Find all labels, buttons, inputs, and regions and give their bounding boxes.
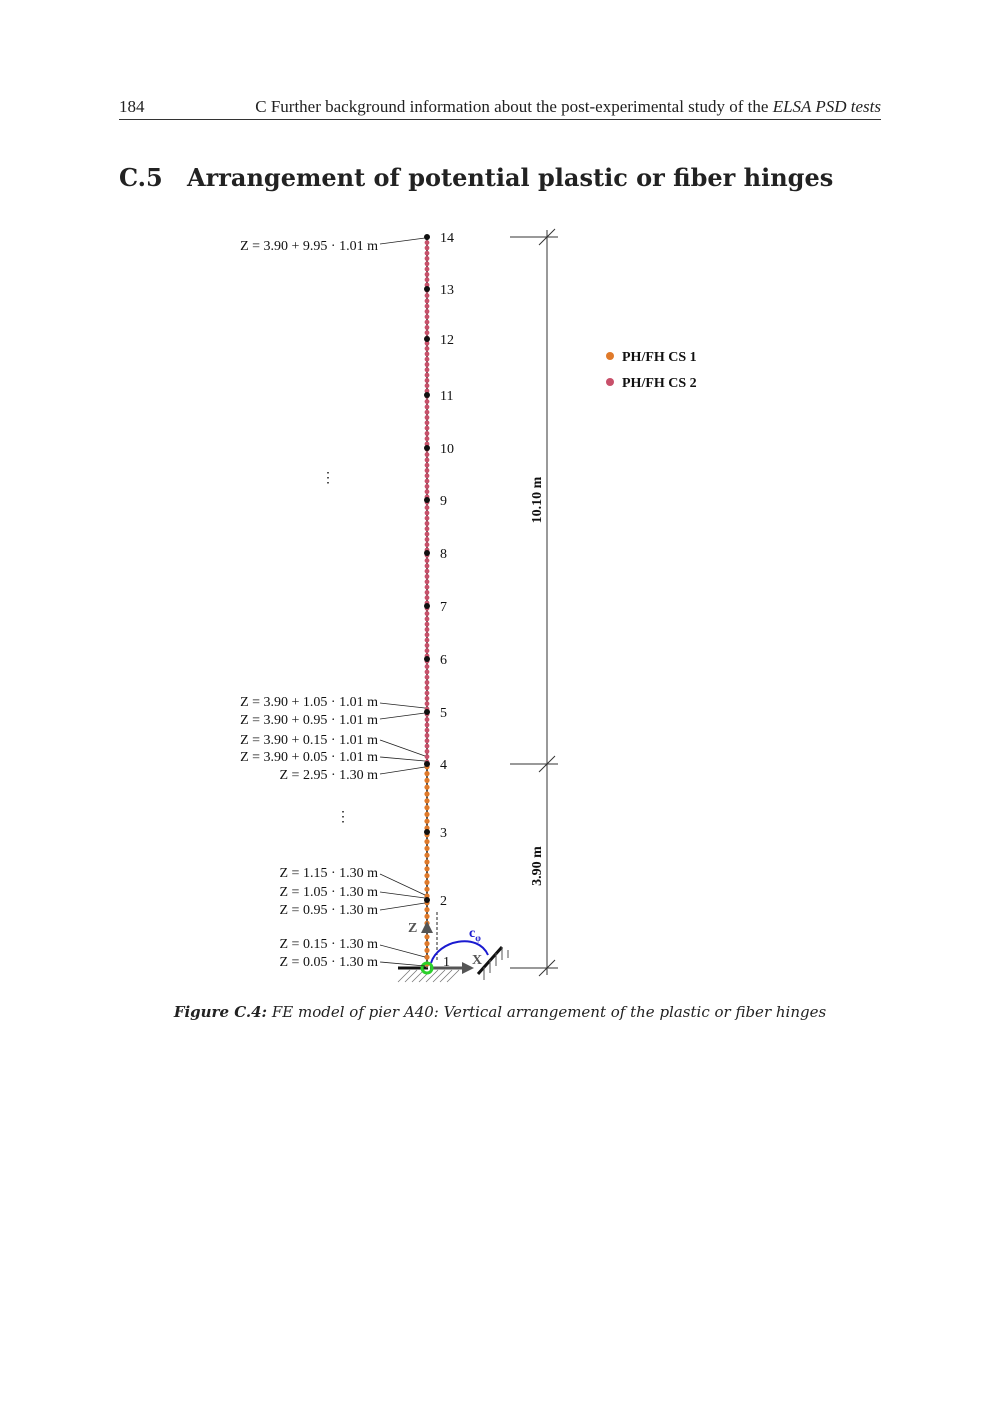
z-label: Z = 0.15 · 1.30 m (279, 937, 378, 952)
hinge-marker-cs2 (425, 431, 430, 436)
hinge-marker-cs2 (425, 537, 430, 542)
hinge-marker-cs1 (424, 798, 429, 803)
hinge-marker-cs2 (425, 468, 430, 473)
hinge-marker-cs2 (425, 733, 430, 738)
node-label: 9 (440, 494, 447, 509)
hinge-marker-cs2 (425, 272, 430, 277)
hinge-marker-cs1 (424, 778, 429, 783)
node-label: 8 (440, 547, 447, 562)
node-marker (424, 603, 430, 609)
node-marker (424, 550, 430, 556)
hinge-marker-cs2 (425, 696, 430, 701)
hinge-marker-cs1 (424, 955, 429, 960)
hinge-marker-cs2 (425, 638, 430, 643)
leader-lines (380, 238, 425, 966)
hinge-marker-cs2 (425, 723, 430, 728)
hinge-marker-cs1 (424, 880, 429, 885)
ellipsis-lower: ⋮ (336, 810, 350, 825)
hinge-marker-cs1 (424, 873, 429, 878)
hinge-marker-cs2 (425, 362, 430, 367)
hinge-marker-cs2 (425, 304, 430, 309)
section-number: C.5 (119, 163, 163, 192)
hinge-marker-cs1 (424, 907, 429, 912)
hinge-marker-cs1 (424, 887, 429, 892)
hinge-marker-cs2 (425, 632, 430, 637)
hinge-marker-cs2 (425, 648, 430, 653)
z-label: Z = 2.95 · 1.30 m (279, 768, 378, 783)
hinge-marker-cs2 (425, 383, 430, 388)
dimension-lower-label: 3.90 m (530, 846, 545, 886)
hinge-marker-cs2 (425, 256, 430, 261)
node-label: 6 (440, 653, 447, 668)
node-label: 3 (440, 826, 447, 841)
hinge-marker-cs2 (425, 526, 430, 531)
hinge-marker-cs2 (425, 352, 430, 357)
hinge-marker-cs2 (425, 532, 430, 537)
z-label: Z = 3.90 + 0.95 · 1.01 m (240, 713, 378, 728)
node-label: 2 (440, 894, 447, 909)
hinge-marker-cs2 (425, 516, 430, 521)
running-title: C Further background information about the post-experimental study of the ELSA PSD tests (255, 97, 881, 116)
hinge-marker-cs2 (425, 617, 430, 622)
hinge-marker-cs2 (425, 627, 430, 632)
z-label: Z = 3.90 + 0.05 · 1.01 m (240, 750, 378, 765)
hinge-marker-cs2 (425, 558, 430, 563)
hinge-marker-cs2 (425, 261, 430, 266)
hinge-marker-cs2 (425, 463, 430, 468)
hinge-marker-cs2 (425, 691, 430, 696)
hinge-marker-cs2 (425, 749, 430, 754)
node-label: 7 (440, 600, 447, 615)
hinge-marker-cs1 (424, 812, 429, 817)
node-label: 12 (440, 333, 454, 348)
hinge-marker-cs1 (424, 785, 429, 790)
hinge-marker-cs1 (424, 791, 429, 796)
hinge-marker-cs1 (424, 846, 429, 851)
hinge-marker-cs2 (425, 267, 430, 272)
hinge-marker-cs2 (425, 240, 430, 245)
hinge-marker-cs2 (425, 479, 430, 484)
hinge-marker-cs2 (425, 436, 430, 441)
z-label: Z = 1.15 · 1.30 m (279, 866, 378, 881)
z-label: Z = 3.90 + 0.15 · 1.01 m (240, 733, 378, 748)
hinge-marker-cs2 (425, 754, 430, 759)
page-number: 184 (119, 97, 145, 116)
hinge-marker-cs2 (425, 564, 430, 569)
hinge-marker-cs2 (425, 320, 430, 325)
node-marker (424, 336, 430, 342)
hinge-marker-cs2 (425, 574, 430, 579)
hinge-marker-cs2 (425, 314, 430, 319)
hinge-marker-cs1 (424, 934, 429, 939)
dimension-upper-label: 10.10 m (530, 476, 545, 524)
node-marker (424, 497, 430, 503)
node-labels (440, 231, 454, 970)
hinge-marker-cs2 (425, 357, 430, 362)
hinge-marker-cs2 (425, 325, 430, 330)
node-label: 10 (440, 442, 454, 457)
node-label: 11 (440, 389, 454, 404)
hinge-marker-cs2 (425, 670, 430, 675)
legend-label-cs1: PH/FH CS 1 (622, 350, 697, 365)
hinge-marker-cs2 (425, 251, 430, 256)
node-marker (424, 286, 430, 292)
hinge-marker-cs1 (424, 948, 429, 953)
hinge-marker-cs1 (424, 859, 429, 864)
hinge-marker-cs2 (425, 367, 430, 372)
node-label: 14 (440, 231, 454, 246)
hinge-marker-cs2 (425, 595, 430, 600)
hinge-marker-cs1 (424, 866, 429, 871)
hinge-marker-cs2 (425, 744, 430, 749)
hinge-marker-cs2 (425, 680, 430, 685)
node-label: 5 (440, 706, 447, 721)
hinge-marker-cs2 (425, 246, 430, 251)
hinge-marker-cs2 (425, 373, 430, 378)
hinge-marker-cs2 (425, 277, 430, 282)
hinge-marker-cs2 (425, 415, 430, 420)
hinge-marker-cs1 (424, 805, 429, 810)
hinge-marker-cs2 (425, 309, 430, 314)
hinge-marker-cs2 (425, 399, 430, 404)
node-marker (424, 761, 430, 767)
node-marker (424, 656, 430, 662)
hinge-marker-cs2 (425, 542, 430, 547)
hinge-marker-cs2 (425, 330, 430, 335)
hinge-marker-cs2 (425, 590, 430, 595)
hinge-marker-cs2 (425, 611, 430, 616)
z-labels (240, 239, 378, 970)
node-marker (424, 709, 430, 715)
node-label: 4 (440, 758, 447, 773)
hinge-marker-cs2 (425, 685, 430, 690)
hinge-marker-cs1 (424, 819, 429, 824)
z-label: Z = 1.05 · 1.30 m (279, 885, 378, 900)
hinge-marker-cs1 (424, 853, 429, 858)
spring-label: $c_\varphi$ (469, 926, 481, 943)
node-marker (424, 445, 430, 451)
figure-caption (0, 1003, 1000, 1021)
hinge-marker-cs1 (424, 914, 429, 919)
hinge-marker-cs2 (425, 489, 430, 494)
hinge-marker-cs2 (425, 458, 430, 463)
hinge-marker-cs2 (425, 426, 430, 431)
hinge-marker-cs1 (424, 941, 429, 946)
z-label: Z = 0.05 · 1.30 m (279, 955, 378, 970)
hinge-marker-cs2 (425, 701, 430, 706)
legend-label-cs2: PH/FH CS 2 (622, 376, 697, 391)
z-label: Z = 3.90 + 9.95 · 1.01 m (240, 239, 378, 254)
legend (606, 350, 697, 391)
node-marker (424, 234, 430, 240)
hinge-marker-cs2 (425, 728, 430, 733)
node-marker (424, 829, 430, 835)
hinge-marker-cs2 (425, 378, 430, 383)
hinge-marker-cs2 (425, 585, 430, 590)
hinge-marker-cs1 (424, 839, 429, 844)
hinge-marker-cs2 (425, 521, 430, 526)
x-axis-label: X (472, 953, 483, 968)
hinge-marker-cs2 (425, 643, 430, 648)
caption-text: FE model of pier A40: Vertical arrangement of the plastic or fiber hinges (271, 1003, 827, 1021)
hinge-marker-cs2 (425, 664, 430, 669)
hinge-marker-cs2 (425, 473, 430, 478)
node-label: 13 (440, 283, 454, 298)
node-label: 1 (443, 955, 450, 970)
z-label: Z = 0.95 · 1.30 m (279, 903, 378, 918)
hinge-marker-cs2 (425, 452, 430, 457)
hinge-marker-cs2 (425, 717, 430, 722)
hinge-marker-cs2 (425, 622, 430, 627)
hinge-marker-cs2 (425, 346, 430, 351)
hinge-marker-cs2 (425, 293, 430, 298)
legend-marker-cs2 (606, 378, 614, 386)
section-title: Arrangement of potential plastic or fiber hinges (187, 163, 834, 192)
z-axis-arrow-icon (421, 921, 433, 933)
hinge-marker-cs2 (425, 484, 430, 489)
ellipsis-upper: ⋮ (321, 471, 335, 486)
hinge-marker-cs2 (425, 675, 430, 680)
hinge-marker-cs2 (425, 505, 430, 510)
hinge-marker-cs2 (425, 569, 430, 574)
z-axis-label: Z (408, 921, 418, 936)
hinge-marker-cs2 (425, 405, 430, 410)
hinge-marker-cs2 (425, 420, 430, 425)
hinge-marker-cs2 (425, 579, 430, 584)
hinge-marker-cs2 (425, 299, 430, 304)
caption-label: Figure C.4: (173, 1003, 268, 1021)
node-marker (424, 392, 430, 398)
hinge-marker-cs1 (424, 771, 429, 776)
hinge-marker-cs2 (425, 410, 430, 415)
hinge-marker-cs2 (425, 511, 430, 516)
hinge-marker-cs2 (425, 738, 430, 743)
legend-marker-cs1 (606, 352, 614, 360)
z-label: Z = 3.90 + 1.05 · 1.01 m (240, 695, 378, 710)
running-title-italic: ELSA PSD tests (772, 97, 881, 116)
